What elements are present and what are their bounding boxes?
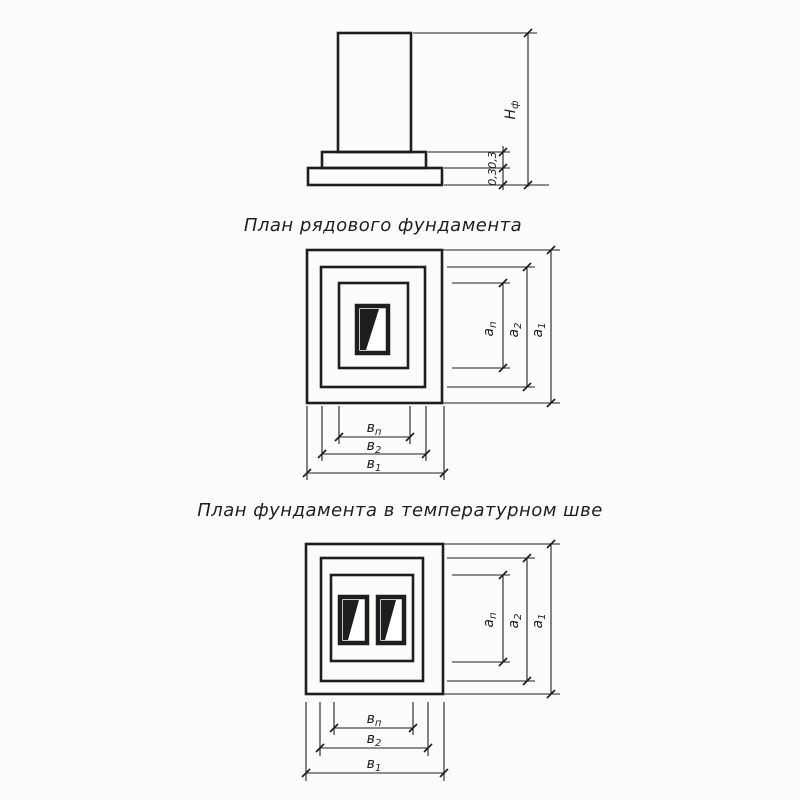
lower-step-outline	[308, 168, 442, 185]
dim-label-step-height: 0,3	[486, 168, 499, 186]
dim-a1	[530, 540, 555, 698]
dim-label-b1: $в_1$	[366, 756, 382, 774]
dim-label-a2: $а_2$	[506, 322, 524, 338]
column-outline	[338, 33, 411, 152]
elevation-view	[308, 29, 549, 190]
dim-label-b2: $в_2$	[366, 731, 382, 749]
dim-b2	[316, 731, 432, 752]
plan-joint-title: План фундамента в температурном шве	[197, 500, 603, 521]
dim-an	[481, 279, 507, 372]
dim-label-b1: $в_1$	[366, 456, 382, 474]
dim-label-hf: $Н_ф$	[503, 100, 521, 120]
dim-b2	[318, 438, 430, 458]
dim-label-b2: $в_2$	[366, 438, 382, 456]
upper-step-outline	[322, 152, 426, 168]
middle-step-outline	[321, 558, 423, 681]
dim-label-a2: $а_2$	[506, 613, 524, 629]
dim-a2	[506, 263, 531, 391]
dim-label-a1: $а_1$	[530, 613, 548, 629]
dim-hf	[503, 29, 532, 189]
dim-a1	[530, 246, 555, 407]
dim-label-bn: $в_п$	[366, 420, 382, 438]
dim-step-heights	[486, 146, 507, 190]
dim-a2	[506, 554, 531, 685]
plan-joint	[302, 540, 560, 781]
extension-lines	[306, 544, 560, 781]
dim-label-a1: $а_1$	[530, 322, 548, 338]
extension-lines	[413, 33, 549, 185]
dim-bn	[330, 711, 417, 732]
dim-label-an: $а_п$	[481, 321, 499, 337]
dim-b1	[302, 756, 448, 777]
dim-label-step-height: 0,3	[486, 151, 499, 169]
dim-label-an: $а_п$	[481, 612, 499, 628]
plan-regular-title: План рядового фундамента	[243, 215, 523, 236]
dim-label-bn: $в_п$	[366, 711, 382, 729]
extension-lines	[307, 250, 560, 480]
dim-an	[481, 571, 507, 666]
plan-regular	[303, 246, 560, 480]
